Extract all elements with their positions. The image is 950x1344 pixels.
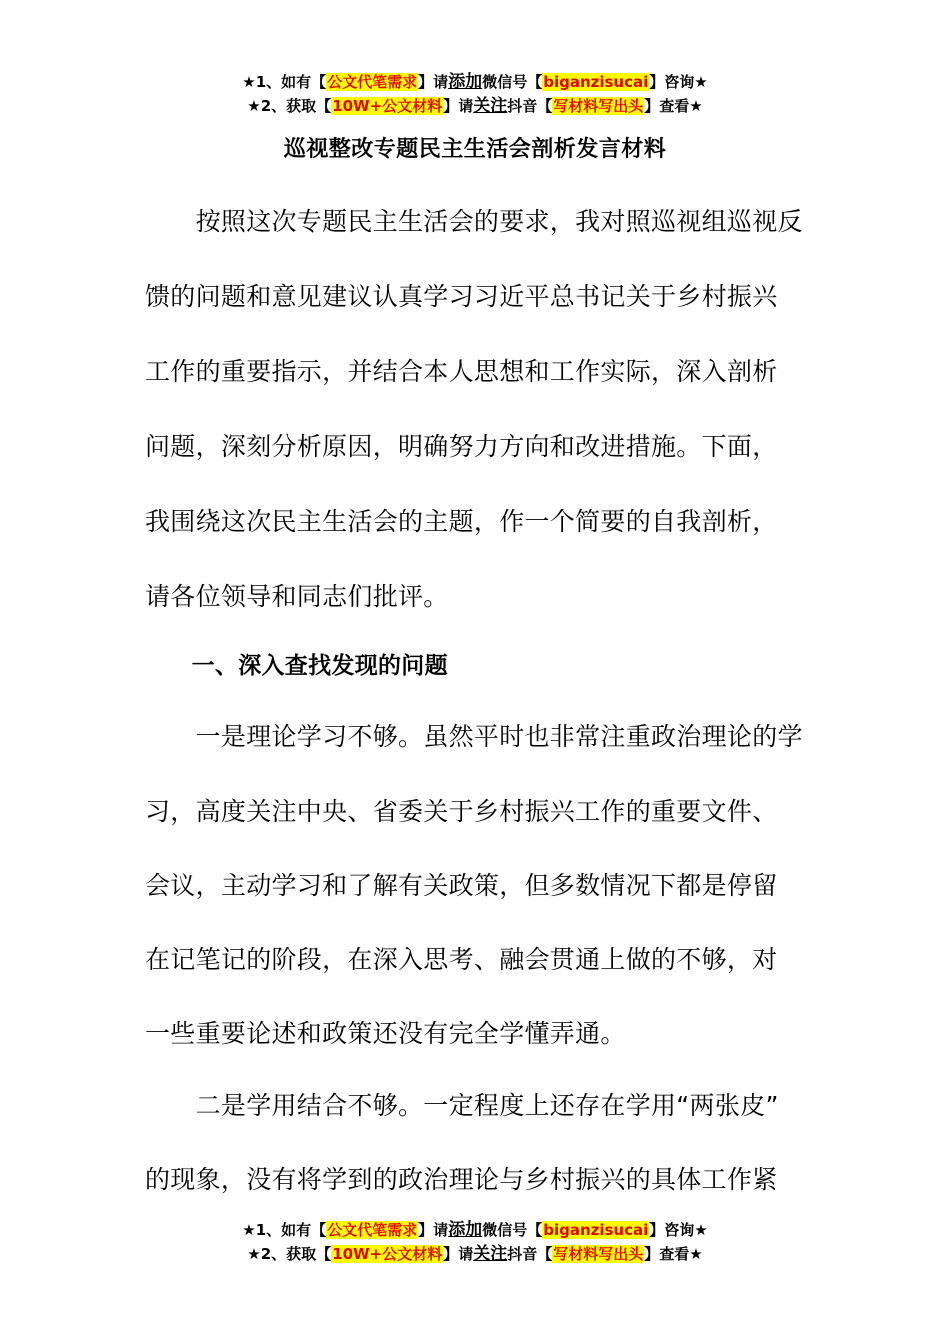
text-line: 在记笔记的阶段，在深入思考、融会贯通上做的不够，对 [145,945,778,974]
highlight-wechat-id: biganzisucai [543,1221,649,1239]
highlight-materials: 10W+公文材料 [332,97,443,115]
text-line: 工作的重要指示，并结合本人思想和工作实际，深入剖析 [145,357,778,386]
text-line: 请各位领导和同志们批评。 [145,582,449,611]
text-line: 一些重要论述和政策还没有完全学懂弄通。 [145,1019,626,1048]
text-line: 的现象，没有将学到的政治理论与乡村振兴的具体工作紧 [145,1165,778,1194]
highlight-wechat-id: biganzisucai [543,73,649,91]
text-line: 会议，主动学习和了解有关政策，但多数情况下都是停留 [145,871,778,900]
banner-line-2: ★2、获取【10W+公文材料】请关注抖音【写材料写出头】查看★ [247,1244,703,1264]
text-line: 我围绕这次民主生活会的主题，作一个简要的自我剖析， [145,507,778,536]
banner-line-1: ★1、如有【公文代笔需求】请添加微信号【biganzisucai】咨询★ [242,72,708,92]
highlight-douyin: 写材料写出头 [553,97,644,115]
text-line: 习，高度关注中央、省委关于乡村振兴工作的重要文件、 [145,797,778,826]
banner-line-1: ★1、如有【公文代笔需求】请添加微信号【biganzisucai】咨询★ [242,1220,708,1240]
section-heading: 一、深入查找发现的问题 [145,653,448,679]
highlight-materials: 10W+公文材料 [332,1245,443,1263]
text-line: 一是理论学习不够。虽然平时也非常注重政治理论的学 [145,722,803,751]
text-line: 问题，深刻分析原因，明确努力方向和改进措施。下面， [145,432,778,461]
header-banner [0,70,950,118]
banner-line-2: ★2、获取【10W+公文材料】请关注抖音【写材料写出头】查看★ [247,96,703,116]
text-line: 按照这次专题民主生活会的要求，我对照巡视组巡视反 [145,207,803,236]
footer-banner [0,1218,950,1266]
document-title: 巡视整改专题民主生活会剖析发言材料 [283,137,667,162]
highlight-ghostwriting: 公文代笔需求 [327,1221,418,1239]
text-line: 馈的问题和意见建议认真学习习近平总书记关于乡村振兴 [145,282,778,311]
highlight-douyin: 写材料写出头 [553,1245,644,1263]
text-line: 二是学用结合不够。一定程度上还存在学用“两张皮” [145,1091,779,1120]
highlight-ghostwriting: 公文代笔需求 [327,73,418,91]
